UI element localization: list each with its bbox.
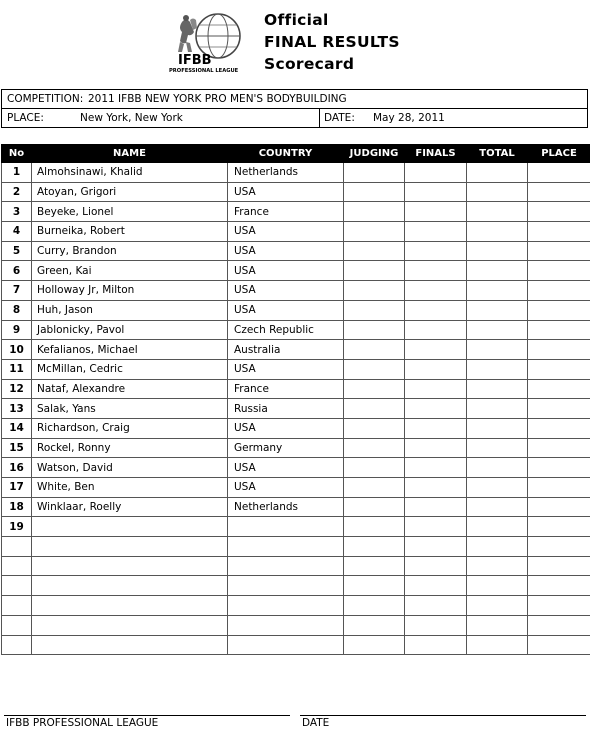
col-header-name: NAME — [32, 145, 228, 163]
cell-no: 12 — [2, 379, 32, 399]
cell-country: USA — [228, 261, 344, 281]
cell-judging — [344, 438, 405, 458]
title-line-official: Official — [264, 11, 329, 29]
signature-label-league: IFBB PROFESSIONAL LEAGUE — [6, 717, 159, 729]
table-row — [2, 418, 590, 438]
results-table — [1, 144, 590, 655]
cell-name: Rockel, Ronny — [32, 438, 228, 458]
cell-no — [2, 556, 32, 576]
cell-country: Netherlands — [228, 163, 344, 183]
cell-no: 14 — [2, 418, 32, 438]
cell-finals — [405, 222, 467, 242]
cell-place — [528, 399, 590, 419]
cell-place — [528, 359, 590, 379]
cell-judging — [344, 202, 405, 222]
cell-country — [228, 556, 344, 576]
cell-place — [528, 241, 590, 261]
table-row — [2, 478, 590, 498]
cell-finals — [405, 576, 467, 596]
cell-total — [467, 281, 528, 301]
cell-country: France — [228, 379, 344, 399]
scorecard-title — [264, 9, 400, 75]
cell-name: Holloway Jr, Milton — [32, 281, 228, 301]
cell-judging — [344, 182, 405, 202]
cell-place — [528, 458, 590, 478]
cell-place — [528, 537, 590, 557]
table-row — [2, 556, 590, 576]
cell-place — [528, 556, 590, 576]
competition-row — [1, 89, 588, 109]
table-row — [2, 202, 590, 222]
cell-place — [528, 202, 590, 222]
cell-total — [467, 300, 528, 320]
table-row — [2, 537, 590, 557]
competition-label: COMPETITION: — [7, 93, 84, 105]
table-row — [2, 359, 590, 379]
cell-place — [528, 418, 590, 438]
cell-country — [228, 596, 344, 616]
cell-judging — [344, 163, 405, 183]
title-line-final-results: FINAL RESULTS — [264, 33, 400, 51]
cell-place — [528, 340, 590, 360]
cell-country: Germany — [228, 438, 344, 458]
competition-value: 2011 IFBB NEW YORK PRO MEN'S BODYBUILDING — [88, 93, 347, 105]
cell-country: USA — [228, 281, 344, 301]
cell-finals — [405, 517, 467, 537]
cell-judging — [344, 497, 405, 517]
cell-country: USA — [228, 182, 344, 202]
cell-place — [528, 300, 590, 320]
cell-total — [467, 399, 528, 419]
cell-no: 1 — [2, 163, 32, 183]
cell-judging — [344, 615, 405, 635]
col-header-country: COUNTRY — [228, 145, 344, 163]
cell-place — [528, 517, 590, 537]
cell-country: Netherlands — [228, 497, 344, 517]
cell-total — [467, 438, 528, 458]
cell-judging — [344, 635, 405, 655]
cell-finals — [405, 615, 467, 635]
cell-finals — [405, 241, 467, 261]
cell-name: Richardson, Craig — [32, 418, 228, 438]
cell-total — [467, 458, 528, 478]
cell-no: 19 — [2, 517, 32, 537]
cell-name: Winklaar, Roelly — [32, 497, 228, 517]
cell-finals — [405, 281, 467, 301]
cell-place — [528, 379, 590, 399]
table-row — [2, 596, 590, 616]
cell-name: Green, Kai — [32, 261, 228, 281]
col-header-total: TOTAL — [467, 145, 528, 163]
cell-finals — [405, 379, 467, 399]
cell-name — [32, 517, 228, 537]
cell-no: 10 — [2, 340, 32, 360]
cell-total — [467, 635, 528, 655]
cell-place — [528, 182, 590, 202]
svg-text:IFBB: IFBB — [178, 53, 212, 68]
cell-judging — [344, 300, 405, 320]
cell-name — [32, 576, 228, 596]
cell-country: Czech Republic — [228, 320, 344, 340]
place-value: New York, New York — [80, 112, 183, 124]
cell-judging — [344, 359, 405, 379]
cell-country — [228, 635, 344, 655]
table-header-row — [2, 145, 590, 163]
place-label: PLACE: — [7, 112, 44, 124]
cell-judging — [344, 379, 405, 399]
cell-name: Salak, Yans — [32, 399, 228, 419]
cell-country: USA — [228, 222, 344, 242]
cell-judging — [344, 222, 405, 242]
cell-total — [467, 478, 528, 498]
svg-text:PROFESSIONAL LEAGUE: PROFESSIONAL LEAGUE — [169, 68, 239, 74]
cell-name — [32, 556, 228, 576]
cell-name — [32, 615, 228, 635]
cell-name: Jablonicky, Pavol — [32, 320, 228, 340]
cell-finals — [405, 458, 467, 478]
date-value: May 28, 2011 — [373, 112, 445, 124]
cell-finals — [405, 182, 467, 202]
cell-no — [2, 537, 32, 557]
cell-finals — [405, 556, 467, 576]
cell-name: Watson, David — [32, 458, 228, 478]
cell-name: Burneika, Robert — [32, 222, 228, 242]
cell-country: USA — [228, 359, 344, 379]
cell-country: USA — [228, 458, 344, 478]
cell-total — [467, 340, 528, 360]
cell-finals — [405, 320, 467, 340]
cell-no — [2, 596, 32, 616]
cell-judging — [344, 418, 405, 438]
cell-finals — [405, 537, 467, 557]
cell-country: Russia — [228, 399, 344, 419]
cell-country — [228, 615, 344, 635]
signature-line-date — [300, 715, 586, 716]
cell-no: 17 — [2, 478, 32, 498]
cell-no: 7 — [2, 281, 32, 301]
cell-total — [467, 596, 528, 616]
cell-no: 11 — [2, 359, 32, 379]
cell-no: 15 — [2, 438, 32, 458]
cell-place — [528, 163, 590, 183]
cell-place — [528, 320, 590, 340]
table-row — [2, 379, 590, 399]
cell-judging — [344, 596, 405, 616]
cell-finals — [405, 261, 467, 281]
cell-finals — [405, 635, 467, 655]
table-row — [2, 281, 590, 301]
table-row — [2, 438, 590, 458]
cell-place — [528, 596, 590, 616]
cell-name: Beyeke, Lionel — [32, 202, 228, 222]
cell-no: 18 — [2, 497, 32, 517]
cell-judging — [344, 517, 405, 537]
cell-country — [228, 517, 344, 537]
table-row — [2, 635, 590, 655]
cell-country: France — [228, 202, 344, 222]
cell-total — [467, 379, 528, 399]
signature-label-date: DATE — [302, 717, 330, 729]
cell-total — [467, 517, 528, 537]
cell-total — [467, 497, 528, 517]
cell-total — [467, 202, 528, 222]
cell-finals — [405, 300, 467, 320]
cell-no: 16 — [2, 458, 32, 478]
cell-no: 2 — [2, 182, 32, 202]
cell-no — [2, 635, 32, 655]
cell-place — [528, 635, 590, 655]
cell-finals — [405, 399, 467, 419]
cell-country: USA — [228, 418, 344, 438]
cell-place — [528, 438, 590, 458]
cell-judging — [344, 576, 405, 596]
cell-country — [228, 576, 344, 596]
cell-place — [528, 281, 590, 301]
place-date-row — [1, 108, 588, 128]
cell-name: Huh, Jason — [32, 300, 228, 320]
cell-no: 8 — [2, 300, 32, 320]
cell-no: 4 — [2, 222, 32, 242]
cell-total — [467, 222, 528, 242]
cell-judging — [344, 458, 405, 478]
cell-total — [467, 163, 528, 183]
table-row — [2, 163, 590, 183]
cell-no: 9 — [2, 320, 32, 340]
table-row — [2, 320, 590, 340]
table-row — [2, 458, 590, 478]
table-row — [2, 399, 590, 419]
cell-name: Atoyan, Grigori — [32, 182, 228, 202]
cell-judging — [344, 340, 405, 360]
cell-no: 6 — [2, 261, 32, 281]
cell-judging — [344, 478, 405, 498]
cell-name — [32, 635, 228, 655]
cell-name: Nataf, Alexandre — [32, 379, 228, 399]
cell-finals — [405, 163, 467, 183]
date-label: DATE: — [324, 112, 355, 124]
cell-place — [528, 261, 590, 281]
cell-total — [467, 320, 528, 340]
cell-judging — [344, 556, 405, 576]
cell-place — [528, 497, 590, 517]
table-row — [2, 300, 590, 320]
col-header-place: PLACE — [528, 145, 590, 163]
cell-country: USA — [228, 241, 344, 261]
cell-total — [467, 182, 528, 202]
cell-finals — [405, 418, 467, 438]
cell-place — [528, 222, 590, 242]
signature-line-league — [4, 715, 290, 716]
cell-country: USA — [228, 300, 344, 320]
cell-judging — [344, 261, 405, 281]
cell-judging — [344, 399, 405, 419]
col-header-judging: JUDGING — [344, 145, 405, 163]
cell-name: White, Ben — [32, 478, 228, 498]
cell-total — [467, 576, 528, 596]
cell-place — [528, 478, 590, 498]
cell-name: McMillan, Cedric — [32, 359, 228, 379]
cell-total — [467, 556, 528, 576]
title-line-scorecard: Scorecard — [264, 55, 355, 73]
table-row — [2, 576, 590, 596]
cell-total — [467, 359, 528, 379]
table-row — [2, 241, 590, 261]
cell-finals — [405, 340, 467, 360]
table-row — [2, 222, 590, 242]
cell-country: USA — [228, 478, 344, 498]
cell-total — [467, 418, 528, 438]
cell-no — [2, 576, 32, 596]
table-row — [2, 340, 590, 360]
col-header-finals: FINALS — [405, 145, 467, 163]
table-row — [2, 517, 590, 537]
cell-total — [467, 615, 528, 635]
col-header-no: No — [2, 145, 32, 163]
cell-place — [528, 576, 590, 596]
place-date-divider — [319, 109, 320, 127]
table-row — [2, 497, 590, 517]
table-row — [2, 182, 590, 202]
cell-finals — [405, 497, 467, 517]
cell-total — [467, 537, 528, 557]
cell-name: Curry, Brandon — [32, 241, 228, 261]
cell-judging — [344, 320, 405, 340]
cell-total — [467, 241, 528, 261]
scorecard-header — [0, 0, 590, 80]
cell-finals — [405, 202, 467, 222]
cell-finals — [405, 359, 467, 379]
cell-no: 13 — [2, 399, 32, 419]
table-row — [2, 615, 590, 635]
cell-finals — [405, 596, 467, 616]
cell-place — [528, 615, 590, 635]
table-row — [2, 261, 590, 281]
cell-country: Australia — [228, 340, 344, 360]
cell-country — [228, 537, 344, 557]
cell-total — [467, 261, 528, 281]
cell-name: Almohsinawi, Khalid — [32, 163, 228, 183]
cell-finals — [405, 478, 467, 498]
cell-judging — [344, 241, 405, 261]
cell-name — [32, 596, 228, 616]
cell-judging — [344, 537, 405, 557]
cell-no: 3 — [2, 202, 32, 222]
cell-no: 5 — [2, 241, 32, 261]
cell-judging — [344, 281, 405, 301]
ifbb-logo — [166, 12, 256, 74]
cell-no — [2, 615, 32, 635]
cell-finals — [405, 438, 467, 458]
cell-name: Kefalianos, Michael — [32, 340, 228, 360]
cell-name — [32, 537, 228, 557]
